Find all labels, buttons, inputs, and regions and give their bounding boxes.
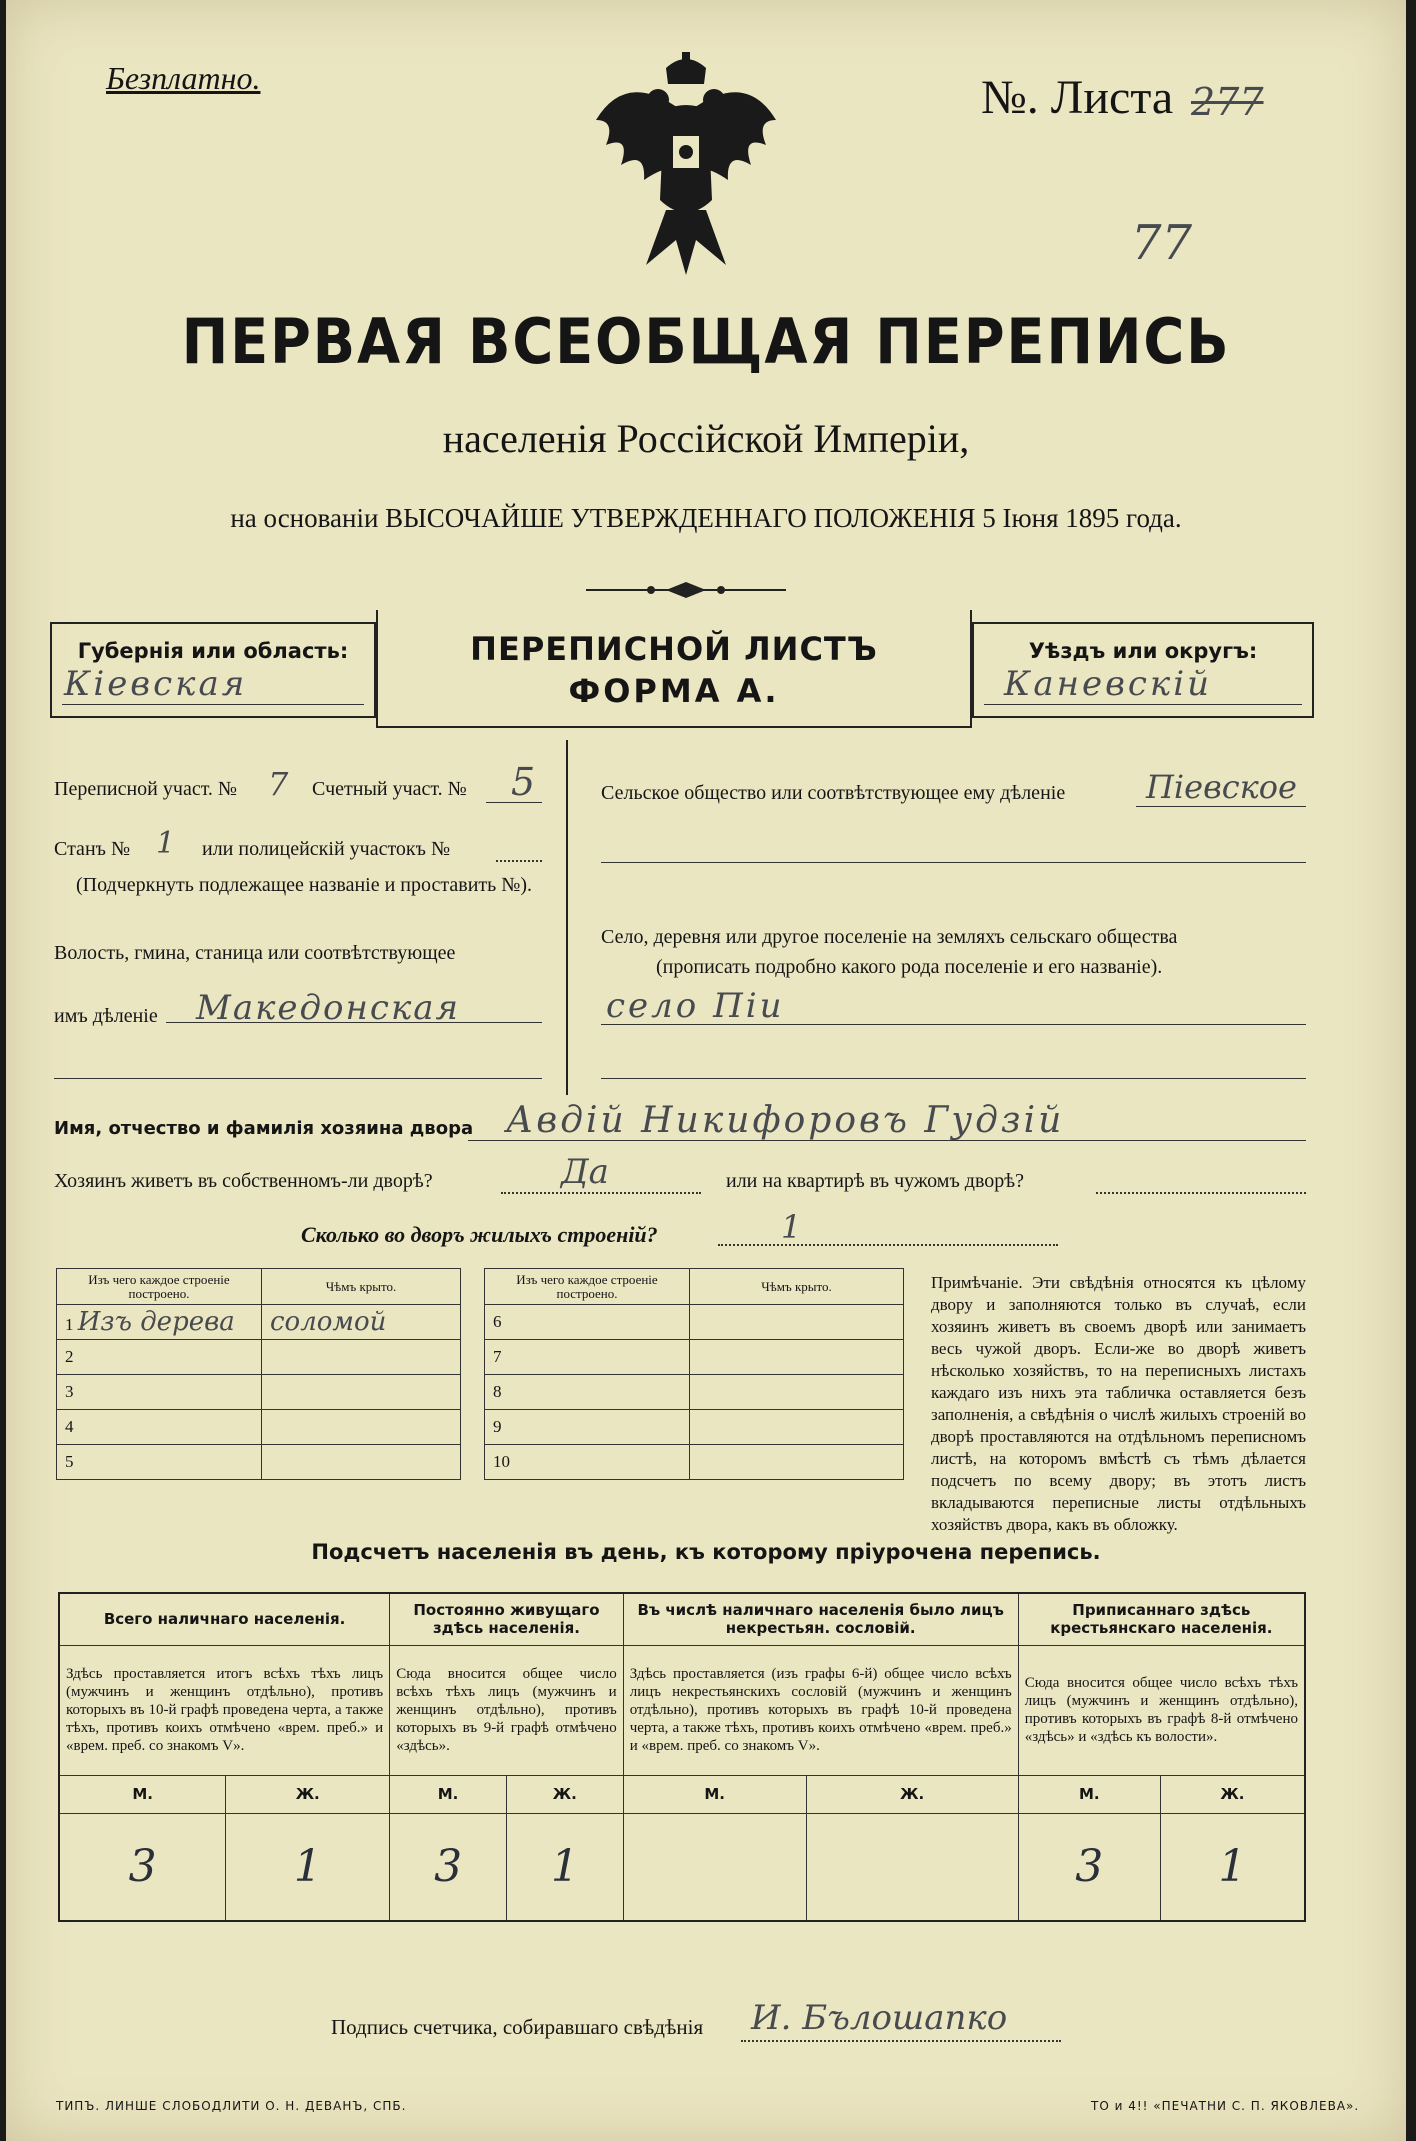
signature-value: И. Бълошапко	[751, 1998, 1008, 2038]
perepis-uchast-value: 7	[268, 765, 289, 803]
own-yard-underline	[501, 1192, 701, 1194]
row-number: 6	[485, 1305, 690, 1340]
stan-label: Станъ №	[54, 838, 131, 860]
uezd-label: Уѣздъ или округъ:	[1028, 639, 1258, 663]
count-col-1-head: Всего наличнаго населенія.	[59, 1593, 390, 1645]
own-yard-value: Да	[561, 1152, 609, 1192]
count-col-2-female: 1	[506, 1813, 623, 1921]
row-number: 4	[57, 1410, 262, 1445]
gubernia-value: Кіевская	[64, 664, 248, 704]
buildings-underline	[718, 1244, 1058, 1246]
uezd-box	[972, 622, 1314, 718]
police-label: или полицейскій участокъ №	[202, 838, 451, 860]
schetny-uchast-value: 5	[511, 760, 536, 804]
row-material: Изъ дерева	[77, 1307, 235, 1337]
sheet-number-corrected: 77	[1131, 215, 1193, 271]
row-number: 3	[57, 1375, 262, 1410]
count-col-2-head: Постоянно живущаго здѣсь населенія.	[390, 1593, 624, 1645]
count-title: Подсчетъ населенія въ день, къ которому пріурочена перепись.	[311, 1540, 1101, 1564]
police-underline	[496, 860, 542, 862]
sheet-number-label: №. Листа	[981, 71, 1174, 124]
volost-underline-2	[54, 1078, 542, 1079]
table-row	[485, 1375, 904, 1410]
owner-label: Имя, отчество и фамилія хозяина двора	[54, 1118, 474, 1139]
table-row	[485, 1340, 904, 1375]
selo-value: село Піи	[606, 986, 785, 1026]
page-title: ПЕРВАЯ ВСЕОБЩАЯ ПЕРЕПИСЬ	[181, 305, 1231, 378]
decree-line: на основаніи ВЫСОЧАЙШЕ УТВЕРЖДЕННАГО ПОЛОЖЕНІЯ 5 Іюня 1895 года.	[230, 503, 1182, 533]
perepis-uchast-label: Переписной участ. №	[54, 778, 238, 800]
signature-underline	[741, 2040, 1061, 2042]
col-material-header: Изъ чего каждое строеніе построено.	[485, 1269, 690, 1305]
selskoe-value: Піевское	[1146, 768, 1297, 806]
table-row	[57, 1375, 461, 1410]
page-subtitle: населенія Россійской Имперіи,	[442, 416, 970, 461]
volost-label-2: имъ дѣленіе	[54, 1005, 158, 1027]
col-roof-header: Чѣмъ крыто.	[690, 1269, 904, 1305]
census-sheet	[6, 0, 1406, 2141]
count-col-3-desc: Здѣсь проставляется (изъ графы 6-й) общее число всѣхъ лицъ некрестьянскихъ сословій (мужчинъ и женщинъ отдѣльно), противъ которыхъ въ графѣ 10-й проведена черта, а также тѣхъ, противъ коихъ отмѣчено «врем. преб.» и «врем. преб. со знакомъ V».	[623, 1645, 1018, 1775]
male-header: М.	[1018, 1775, 1160, 1813]
row-number: 1	[65, 1315, 74, 1334]
table-row	[57, 1445, 461, 1480]
row-number: 9	[485, 1410, 690, 1445]
row-roof: соломой	[270, 1307, 387, 1337]
volost-value: Македонская	[196, 988, 461, 1028]
other-yard-label: или на квартирѣ въ чужомъ дворѣ?	[726, 1170, 1025, 1192]
stan-value: 1	[156, 826, 176, 861]
signature-label: Подпись счетчика, собиравшаго свѣдѣнія	[331, 2015, 704, 2039]
col-roof-header: Чѣмъ крыто.	[262, 1269, 461, 1305]
gubernia-box	[50, 622, 376, 718]
count-col-1-male: 3	[59, 1813, 226, 1921]
male-header: М.	[59, 1775, 226, 1813]
count-col-2-desc: Сюда вносится общее число всѣхъ тѣхъ лицъ (мужчинъ и женщинъ отдѣльно), противъ которыхъ въ 9-й графѣ отмѣчено «здѣсь».	[390, 1645, 624, 1775]
male-header: М.	[390, 1775, 507, 1813]
buildings-table-right	[484, 1268, 904, 1480]
free-label: Безплатно.	[106, 60, 261, 96]
buildings-table-left	[56, 1268, 461, 1480]
count-col-4-head: Приписаннаго здѣсь крестьянскаго населенія.	[1018, 1593, 1305, 1645]
row-number: 10	[485, 1445, 690, 1480]
buildings-value: 1	[781, 1208, 802, 1246]
table-row	[485, 1305, 904, 1340]
printer-imprint-right: ТО и 4!! «ПЕЧАТНИ С. П. ЯКОВЛЕВА».	[1091, 2099, 1360, 2113]
vertical-divider	[566, 740, 568, 1095]
table-row	[485, 1410, 904, 1445]
col-material-header: Изъ чего каждое строеніе построено.	[57, 1269, 262, 1305]
selo-label: Село, деревня или другое поселеніе на земляхъ сельскаго общества	[601, 926, 1178, 948]
selskoe-underline-2	[601, 862, 1306, 863]
table-row	[57, 1305, 461, 1340]
selo-note: (прописать подробно какого рода поселеніе и его названіе).	[656, 956, 1163, 978]
count-col-4-female: 1	[1160, 1813, 1305, 1921]
row-number: 7	[485, 1340, 690, 1375]
female-header: Ж.	[806, 1775, 1018, 1813]
uezd-value: Каневскій	[1004, 664, 1213, 704]
female-header: Ж.	[1160, 1775, 1305, 1813]
population-count-table	[58, 1592, 1306, 1922]
uezd-underline	[984, 704, 1302, 705]
row-number: 5	[57, 1445, 262, 1480]
table-row	[57, 1410, 461, 1445]
note-text: Примѣчаніе. Эти свѣдѣнія относятся къ цѣлому двору и заполняются только въ случаѣ, если хозяинъ живетъ въ своемъ дворѣ или занимаетъ весь чужой дворъ. Если-же во дворѣ живетъ нѣсколько хозяйствъ, то на переписныхъ листахъ каждаго изъ нихъ эта табличка оставляется безъ заполненія, а свѣдѣнія о числѣ жилыхъ строеній во дворѣ проставляются на отдѣльномъ переписномъ листѣ, на которомъ вмѣстѣ съ тѣмъ дѣлается подсчетъ по всему двору; въ этотъ листъ вкладываются переписные листы отдѣльныхъ хозяйствъ двора, какъ въ обложку.	[931, 1273, 1306, 1534]
form-title-box	[376, 610, 972, 728]
buildings-label: Сколько во дворъ жилыхъ строеній?	[301, 1222, 658, 1247]
row-number: 2	[57, 1340, 262, 1375]
selskoe-label: Сельское общество или соотвѣтствующее ему дѣленіе	[601, 782, 1066, 804]
form-title: ПЕРЕПИСНОЙ ЛИСТЪ	[470, 630, 878, 668]
selo-underline-2	[601, 1078, 1306, 1079]
sheet-number-handwritten: 277	[1191, 80, 1264, 124]
count-col-2-male: 3	[390, 1813, 507, 1921]
owner-underline	[468, 1140, 1306, 1141]
schetny-uchast-label: Счетный участ. №	[312, 778, 467, 800]
table-row	[57, 1340, 461, 1375]
count-col-4-male: 3	[1018, 1813, 1160, 1921]
selo-underline	[601, 1024, 1306, 1025]
double-headed-eagle-emblem-icon	[586, 50, 786, 280]
underline-note: (Подчеркнуть подлежащее названіе и проставить №).	[76, 874, 532, 896]
owner-value: Авдій Никифоровъ Гудзій	[506, 1100, 1065, 1141]
volost-underline	[166, 1022, 542, 1023]
count-col-1-desc: Здѣсь проставляется итогъ всѣхъ тѣхъ лицъ (мужчинъ и женщинъ отдѣльно), противъ которыхъ въ 10-й графѣ проведена черта, а также тѣхъ, противъ коихъ отмѣчено «врем. преб.» и «врем. преб. со знакомъ V».	[59, 1645, 390, 1775]
gubernia-underline	[62, 704, 364, 705]
count-col-3-male	[623, 1813, 806, 1921]
female-header: Ж.	[226, 1775, 390, 1813]
ornament-divider-icon	[586, 580, 786, 600]
volost-label-1: Волость, гмина, станица или соотвѣтствующее	[54, 942, 456, 964]
count-col-4-desc: Сюда вносится общее число всѣхъ тѣхъ лицъ (мужчинъ и женщинъ отдѣльно), противъ которыхъ въ графѣ 8-й отмѣчено «здѣсь» и «здѣсь къ волости».	[1018, 1645, 1305, 1775]
row-number: 8	[485, 1375, 690, 1410]
selskoe-underline	[1136, 806, 1306, 807]
gubernia-label: Губернія или область:	[77, 639, 349, 663]
printer-imprint-left: ТИПЪ. ЛИНШЕ СЛОБОДЛИТИ О. Н. ДЕВАНЪ, СПБ.	[56, 2099, 407, 2113]
other-yard-underline	[1096, 1192, 1306, 1194]
form-name: ФОРМА А.	[568, 672, 780, 710]
female-header: Ж.	[506, 1775, 623, 1813]
count-col-3-head: Въ числѣ наличнаго населенія было лицъ некрестьян. сословій.	[623, 1593, 1018, 1645]
count-col-3-female	[806, 1813, 1018, 1921]
male-header: М.	[623, 1775, 806, 1813]
own-yard-label: Хозяинъ живетъ въ собственномъ-ли дворѣ?	[54, 1170, 433, 1192]
schetny-uchast-underline	[486, 802, 542, 803]
table-row	[485, 1445, 904, 1480]
count-col-1-female: 1	[226, 1813, 390, 1921]
